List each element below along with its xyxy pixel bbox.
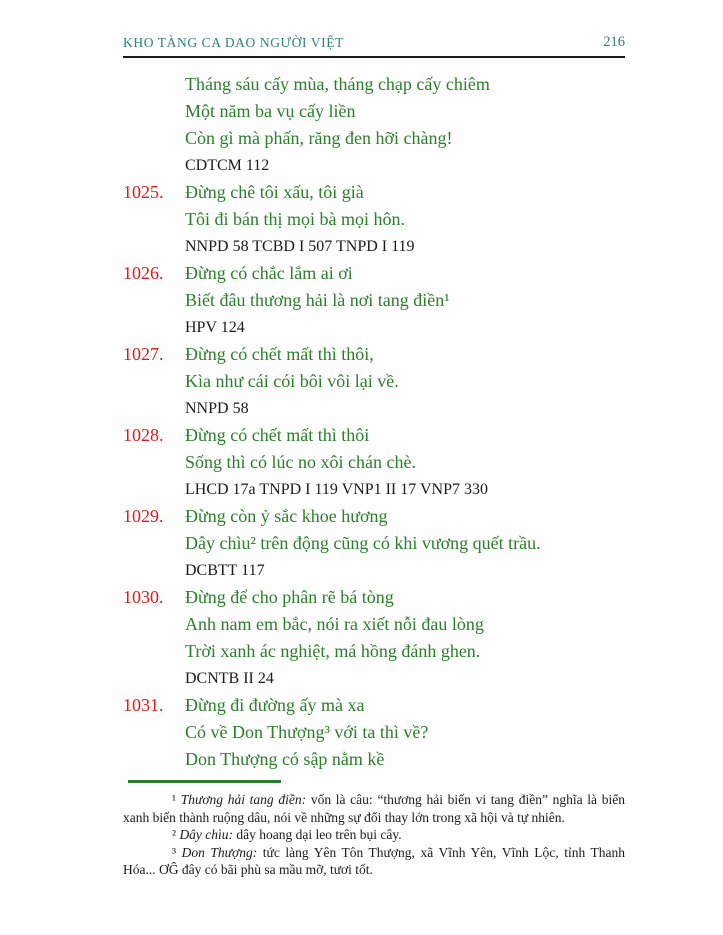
verse-line: Đừng còn ỷ sắc khoe hương — [185, 506, 388, 526]
entry-number: 1030. — [123, 587, 164, 607]
citation-line: DCBTT 117 — [185, 562, 265, 579]
citation-line: CDTCM 112 — [185, 157, 270, 174]
footnote-marker: ² — [172, 827, 180, 842]
citation-line: HPV 124 — [185, 319, 245, 336]
entry — [123, 260, 625, 341]
footnote-term: Dây chìu: — [179, 827, 234, 842]
verse-line: Đừng để cho phân rẽ bá tòng — [185, 587, 394, 607]
entry-body — [185, 503, 625, 584]
footnotes-section — [123, 791, 625, 879]
footnote — [123, 791, 625, 826]
entry-number — [123, 71, 185, 179]
verse-line: Đừng đi đường ấy mà xa — [185, 695, 365, 715]
verse-line: Đừng chê tôi xấu, tôi già — [185, 182, 364, 202]
citation-line: NNPD 58 TCBD I 507 TNPD I 119 — [185, 238, 415, 255]
footnote-term: Thương hải tang điền: — [180, 792, 307, 807]
verse-line: Don Thượng có sập nằm kề — [185, 749, 385, 769]
verse-line: Đừng có chết mất thì thôi — [185, 425, 370, 445]
footnote-marker: ³ — [172, 844, 182, 860]
verse-line: Biết đâu thương hải là nơi tang điền¹ — [185, 290, 450, 310]
footnote-text: dây hoang dại leo trên bụi cây. — [236, 827, 402, 842]
citation-line: LHCD 17a TNPD I 119 VNP1 II 17 VNP7 330 — [185, 481, 488, 498]
entry — [123, 692, 625, 773]
entry-number: 1029. — [123, 506, 164, 526]
verse-line: Đừng có chắc lắm ai ơi — [185, 263, 353, 283]
verse-line: Còn gì mà phấn, răng đen hỡi chàng! — [185, 128, 453, 148]
verse-line: Tôi đi bán thị mọi bà mọi hôn. — [185, 209, 405, 229]
footnote-text: vốn là câu: “thương hải biến vi tang điền” nghĩa là biển xanh biến thành ruộng dâu, nói về những sự đổi thay lớn trong xã hội và tự nhiên. — [123, 792, 625, 825]
entry-number: 1027. — [123, 344, 164, 364]
verse-line: Tháng sáu cấy mùa, tháng chạp cấy chiêm — [185, 74, 490, 94]
verse-line: Một năm ba vụ cấy liền — [185, 101, 356, 121]
entry-number: 1026. — [123, 263, 164, 283]
citation-line: NNPD 58 — [185, 400, 249, 417]
entry-body — [185, 179, 625, 260]
entry — [123, 584, 625, 692]
entry-number: 1028. — [123, 425, 164, 445]
entry — [123, 71, 625, 179]
entry — [123, 341, 625, 422]
verse-line: Kìa như cái cói bôi vôi lại về. — [185, 371, 399, 391]
book-title: KHO TÀNG CA DAO NGƯỜI VIỆT — [123, 35, 344, 50]
entry — [123, 422, 625, 503]
verse-line: Anh nam em bắc, nói ra xiết nỗi đau lòng — [185, 614, 484, 634]
entry-number: 1025. — [123, 182, 164, 202]
verse-line: Đừng có chết mất thì thôi, — [185, 344, 374, 364]
entry-number: 1031. — [123, 695, 164, 715]
entry-body — [185, 341, 625, 422]
footnote-marker: ¹ — [172, 792, 181, 807]
verse-line: Sống thì có lúc no xôi chán chè. — [185, 452, 416, 472]
entry-body — [185, 692, 625, 773]
entry-body — [185, 71, 625, 179]
citation-line: DCNTB II 24 — [185, 670, 274, 687]
entry — [123, 179, 625, 260]
page-number: 216 — [603, 34, 625, 50]
page-header — [123, 34, 625, 58]
footnote-text: tức làng Yên Tôn Thượng, xã Vĩnh Yên, Vĩnh Lộc, tỉnh Thanh Hóa... ƠĜ đây có bãi phù sa mầu mỡ, tươi tốt. — [123, 844, 625, 877]
footnote — [123, 844, 625, 879]
entries-list — [123, 58, 625, 773]
footnote — [123, 826, 625, 844]
entry — [123, 503, 625, 584]
footnote-term: Don Thượng: — [181, 844, 258, 860]
verse-line: Có về Don Thượng³ với ta thì về? — [185, 722, 429, 742]
verse-line: Dây chìu² trên động cũng có khi vương quết trầu. — [185, 533, 541, 553]
verse-line: Trời xanh ác nghiệt, má hồng đánh ghen. — [185, 641, 481, 661]
entry-body — [185, 260, 625, 341]
entry-body — [185, 584, 625, 692]
footnote-separator — [128, 780, 281, 783]
entry-body — [185, 422, 625, 503]
